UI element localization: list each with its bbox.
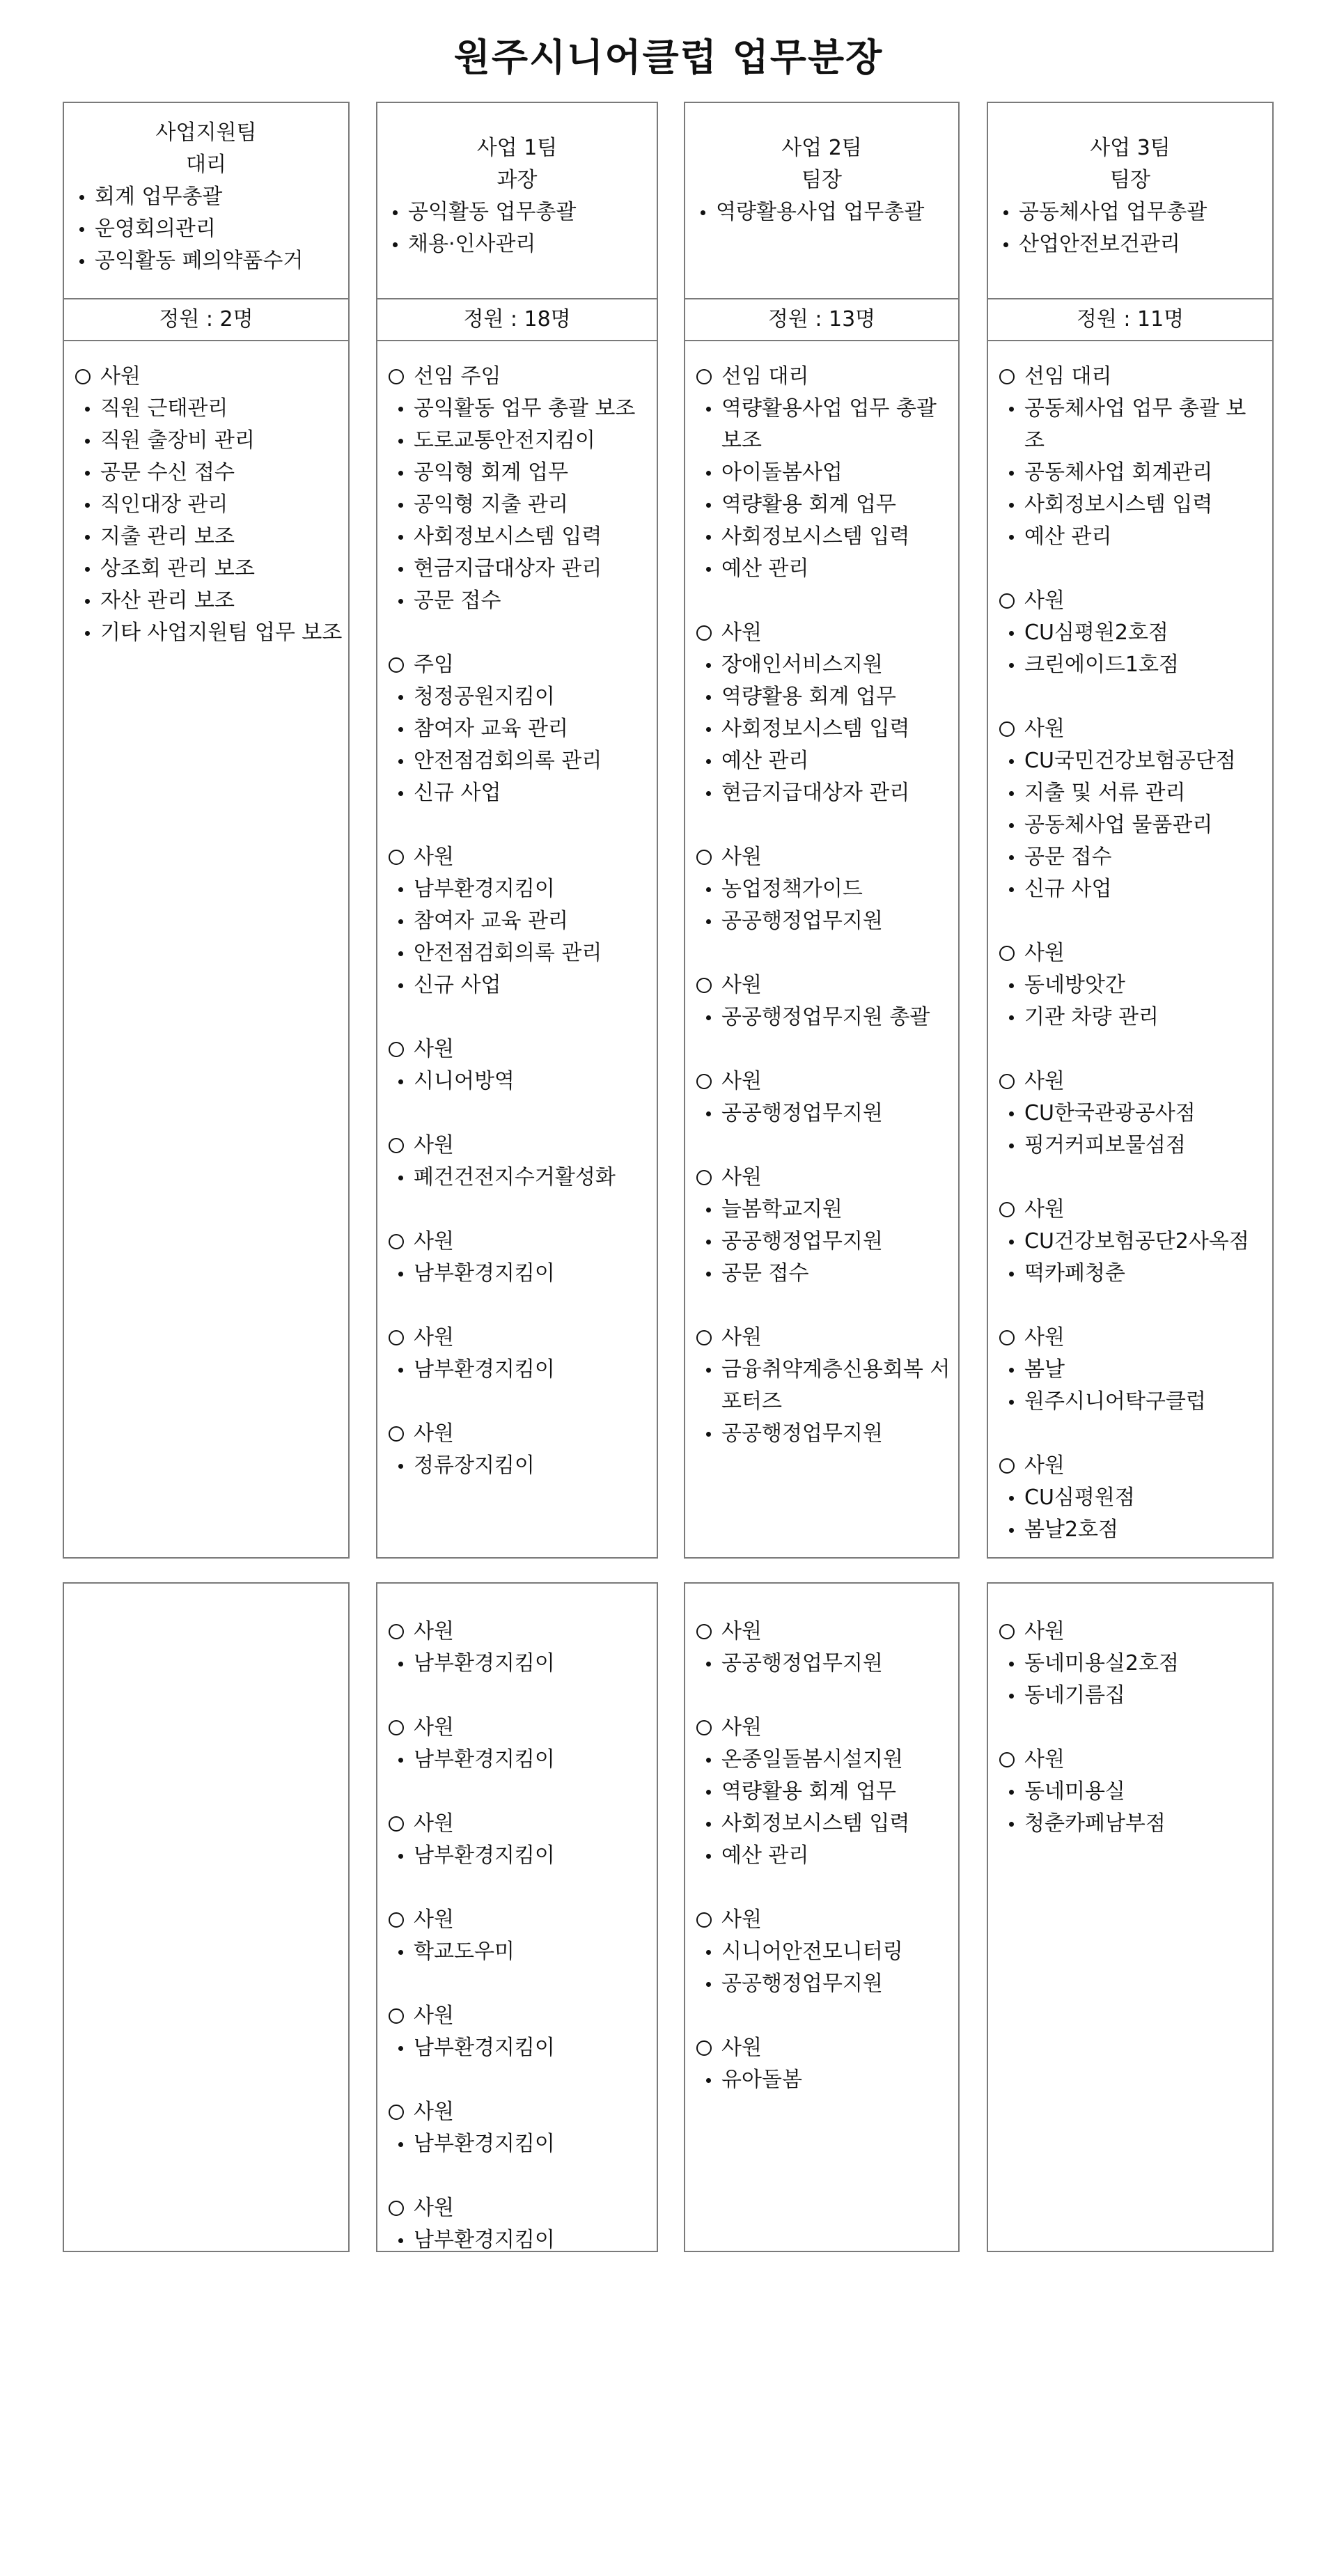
duty-item: 동네기름집 <box>1003 1680 1261 1712</box>
role-label <box>389 1322 657 1354</box>
role-label <box>696 1904 958 1936</box>
circle-icon <box>999 1458 1015 1474</box>
duty-item: 동네방앗간 <box>1003 969 1261 1001</box>
duty-item: 장애인서비스지원 <box>701 649 958 681</box>
role-label <box>696 1065 958 1098</box>
role-text: 사원 <box>1024 588 1065 613</box>
duty-group <box>988 1194 1272 1290</box>
duty-item: 동네미용실 <box>1003 1776 1261 1808</box>
circle-icon <box>696 1720 712 1735</box>
page-title: 원주시니어클럽 업무분장 <box>453 36 884 79</box>
team-duties <box>377 196 657 260</box>
role-label <box>999 1065 1272 1098</box>
team-column <box>63 102 350 1559</box>
role-label <box>389 1226 657 1258</box>
team-header <box>988 103 1272 298</box>
duty-item: 사회정보시스템 입력 <box>701 713 958 745</box>
duty-item: 남부환경지킴이 <box>393 873 650 905</box>
circle-icon <box>389 657 404 673</box>
circle-icon <box>696 1170 712 1185</box>
team-name: 사업 2팀 <box>781 136 862 160</box>
circle-icon <box>389 2105 404 2120</box>
team-column <box>987 102 1274 1559</box>
team-position: 과장 <box>497 168 538 192</box>
role-label <box>999 713 1272 745</box>
duty-item: 도로교통안전지킴이 <box>393 425 650 457</box>
team-header <box>685 103 958 298</box>
duty-item: 예산 관리 <box>701 745 958 777</box>
duty-group <box>377 361 657 617</box>
team-header <box>377 103 657 298</box>
team-duty-item: 공익활동 폐의약품수거 <box>74 245 348 277</box>
team-duty-item: 산업안전보건관리 <box>998 228 1272 260</box>
duty-item: 금융취약계층신용회복 서포터즈 <box>701 1354 958 1418</box>
duty-item: 남부환경지킴이 <box>393 2128 650 2160</box>
duty-item: 남부환경지킴이 <box>393 1744 650 1776</box>
duty-group <box>377 1033 657 1098</box>
duty-item: 안전점검회의록 관리 <box>393 745 650 777</box>
duty-item: 공문 수신 접수 <box>79 457 344 489</box>
duty-item: CU심평원2호점 <box>1003 617 1261 649</box>
circle-icon <box>696 1624 712 1639</box>
team-name: 사업지원팀 <box>155 120 257 145</box>
team-column <box>684 102 960 1559</box>
role-text: 사원 <box>414 1229 454 1254</box>
team-duty-item: 회계 업무총괄 <box>74 181 348 213</box>
role-label <box>389 1808 657 1840</box>
duty-item: 공공행정업무지원 <box>701 1226 958 1258</box>
duty-item: 늘봄학교지원 <box>701 1194 958 1226</box>
role-label <box>389 1712 657 1744</box>
team-duty-item: 채용·인사관리 <box>387 228 657 260</box>
team-column-continued <box>376 1582 658 2252</box>
duty-group <box>988 1616 1272 1712</box>
duty-item: 봄날2호점 <box>1003 1514 1261 1546</box>
duty-item: 상조회 관리 보조 <box>79 553 344 585</box>
duty-item: 공공행정업무지원 <box>701 1648 958 1680</box>
duty-group <box>685 361 958 585</box>
circle-icon <box>389 1042 404 1057</box>
headcount: 정원 : 11명 <box>988 298 1272 341</box>
duty-item: CU한국관광공사점 <box>1003 1098 1261 1130</box>
role-text: 사원 <box>721 1069 762 1093</box>
duty-item: 신규 사업 <box>393 969 650 1001</box>
circle-icon <box>999 593 1015 609</box>
role-text: 사원 <box>721 1619 762 1644</box>
duty-group <box>988 1322 1272 1418</box>
circle-icon <box>999 721 1015 737</box>
role-text: 사원 <box>1024 1747 1065 1772</box>
duty-group <box>377 649 657 809</box>
duty-item: 공공행정업무지원 <box>701 905 958 937</box>
duty-item: 남부환경지킴이 <box>393 2224 650 2256</box>
team-position: 팀장 <box>1110 168 1150 192</box>
team-duties <box>988 196 1272 260</box>
role-text: 사원 <box>721 1715 762 1740</box>
duty-group <box>377 1322 657 1386</box>
role-label <box>696 361 958 393</box>
duty-item: 농업정책가이드 <box>701 873 958 905</box>
duty-group <box>377 2096 657 2160</box>
duty-item: 공공행정업무지원 <box>701 1418 958 1450</box>
duty-item: 공공행정업무지원 <box>701 1098 958 1130</box>
team-name: 사업 3팀 <box>1090 136 1171 160</box>
duty-item: 직원 출장비 관리 <box>79 425 344 457</box>
role-label <box>389 361 657 393</box>
duty-group <box>988 713 1272 905</box>
role-label <box>696 617 958 649</box>
role-label <box>999 585 1272 617</box>
duty-group <box>685 617 958 809</box>
duty-item: 기타 사업지원팀 업무 보조 <box>79 617 344 649</box>
circle-icon <box>696 1330 712 1345</box>
circle-icon <box>389 1912 404 1928</box>
duty-group <box>988 937 1272 1033</box>
circle-icon <box>389 2201 404 2216</box>
duty-item: CU국민건강보험공단점 <box>1003 745 1261 777</box>
duty-item: 공익형 지출 관리 <box>393 489 650 521</box>
role-text: 사원 <box>721 620 762 645</box>
duty-item: 공익형 회계 업무 <box>393 457 650 489</box>
duty-item: 역량활용 회계 업무 <box>701 489 958 521</box>
duty-item: 사회정보시스템 입력 <box>393 521 650 553</box>
role-text: 사원 <box>1024 1453 1065 1478</box>
duty-item: 직원 근태관리 <box>79 393 344 425</box>
duty-item: 정류장지킴이 <box>393 1450 650 1482</box>
duty-group <box>685 1322 958 1450</box>
duty-item: 남부환경지킴이 <box>393 1258 650 1290</box>
role-text: 사원 <box>721 973 762 997</box>
duty-group <box>685 1065 958 1130</box>
role-text: 사원 <box>721 1165 762 1189</box>
duty-item: 참여자 교육 관리 <box>393 905 650 937</box>
team-duty-item: 공동체사업 업무총괄 <box>998 196 1272 228</box>
duty-item: 공익활동 업무 총괄 보조 <box>393 393 650 425</box>
role-label <box>999 1616 1272 1648</box>
role-text: 사원 <box>721 1907 762 1932</box>
role-text: 사원 <box>100 364 141 389</box>
duty-group <box>988 1065 1272 1162</box>
duty-item: CU건강보험공단2사옥점 <box>1003 1226 1261 1258</box>
circle-icon <box>999 1752 1015 1767</box>
circle-icon <box>999 1074 1015 1089</box>
duty-group <box>988 1744 1272 1840</box>
role-label <box>696 1712 958 1744</box>
role-label <box>389 1904 657 1936</box>
team-duty-item: 운영회의관리 <box>74 213 348 245</box>
duty-item: 신규 사업 <box>1003 873 1261 905</box>
role-text: 사원 <box>721 2036 762 2060</box>
team-duties <box>685 196 958 228</box>
duty-item: 남부환경지킴이 <box>393 1648 650 1680</box>
duty-item: 참여자 교육 관리 <box>393 713 650 745</box>
duty-item: 사회정보시스템 입력 <box>701 521 958 553</box>
duty-item: 역량활용사업 업무 총괄 보조 <box>701 393 958 457</box>
duty-item: CU심평원점 <box>1003 1482 1261 1514</box>
role-label <box>696 1162 958 1194</box>
circle-icon <box>389 1624 404 1639</box>
duty-group <box>685 1616 958 1680</box>
duty-item: 폐건건전지수거활성화 <box>393 1162 650 1194</box>
circle-icon <box>389 1234 404 1249</box>
duty-item: 공공행정업무지원 <box>701 1968 958 2000</box>
team-body-continued <box>377 1616 657 2288</box>
duty-group <box>377 1418 657 1482</box>
duty-item: 직인대장 관리 <box>79 489 344 521</box>
circle-icon <box>389 850 404 865</box>
role-label <box>389 841 657 873</box>
role-text: 선임 대리 <box>1024 364 1112 389</box>
circle-icon <box>389 1138 404 1153</box>
duty-item: 유아돌봄 <box>701 2064 958 2096</box>
role-text: 사원 <box>414 1715 454 1740</box>
role-text: 사원 <box>1024 1069 1065 1093</box>
duty-group <box>377 1808 657 1872</box>
role-label <box>999 361 1272 393</box>
duty-item: 현금지급대상자 관리 <box>393 553 650 585</box>
team-column <box>376 102 658 1559</box>
role-label <box>389 1616 657 1648</box>
circle-icon <box>389 1426 404 1442</box>
duty-item: 역량활용 회계 업무 <box>701 1776 958 1808</box>
duty-group <box>988 1450 1272 1546</box>
duty-item: 공동체사업 업무 총괄 보조 <box>1003 393 1261 457</box>
team-body-continued <box>685 1616 958 2128</box>
circle-icon <box>696 1912 712 1928</box>
duty-group <box>377 1712 657 1776</box>
duty-item: 공문 접수 <box>1003 841 1261 873</box>
team-duty-item: 공익활동 업무총괄 <box>387 196 657 228</box>
team-column-continued <box>63 1582 350 2252</box>
team-name: 사업 1팀 <box>476 136 558 160</box>
duty-item: 사회정보시스템 입력 <box>701 1808 958 1840</box>
duty-group <box>685 2032 958 2096</box>
duty-item: 역량활용 회계 업무 <box>701 681 958 713</box>
role-text: 사원 <box>414 2100 454 2124</box>
circle-icon <box>999 946 1015 961</box>
duty-item: 자산 관리 보조 <box>79 585 344 617</box>
circle-icon <box>75 369 91 384</box>
duty-item: 기관 차량 관리 <box>1003 1001 1261 1033</box>
duty-item: 지출 및 서류 관리 <box>1003 777 1261 809</box>
duty-item: 안전점검회의록 관리 <box>393 937 650 969</box>
duty-group <box>377 2192 657 2256</box>
duty-item: 남부환경지킴이 <box>393 2032 650 2064</box>
role-text: 선임 주임 <box>414 364 501 389</box>
role-label <box>999 937 1272 969</box>
role-label <box>696 2032 958 2064</box>
duty-item: 온종일돌봄시설지원 <box>701 1744 958 1776</box>
circle-icon <box>696 625 712 641</box>
duty-item: 공동체사업 회계관리 <box>1003 457 1261 489</box>
duty-item: 남부환경지킴이 <box>393 1354 650 1386</box>
circle-icon <box>696 978 712 993</box>
duty-item: 시니어안전모니터링 <box>701 1936 958 1968</box>
duty-item: 떡카페청춘 <box>1003 1258 1261 1290</box>
circle-icon <box>999 1202 1015 1217</box>
duty-group <box>377 1130 657 1194</box>
role-text: 사원 <box>414 1133 454 1157</box>
circle-icon <box>389 1720 404 1735</box>
team-body <box>377 361 657 1514</box>
team-header <box>64 103 348 298</box>
duty-item: 예산 관리 <box>1003 521 1261 553</box>
team-body-continued <box>988 1616 1272 1872</box>
circle-icon <box>999 1330 1015 1345</box>
team-column-continued <box>684 1582 960 2252</box>
role-text: 사원 <box>414 2196 454 2220</box>
role-text: 사원 <box>414 1325 454 1350</box>
circle-icon <box>999 369 1015 384</box>
duty-item: 아이돌봄사업 <box>701 457 958 489</box>
duty-group <box>377 2000 657 2064</box>
role-text: 주임 <box>414 653 454 677</box>
role-label <box>696 969 958 1001</box>
duty-item: 크린에이드1호점 <box>1003 649 1261 681</box>
duty-item: 현금지급대상자 관리 <box>701 777 958 809</box>
role-text: 사원 <box>721 845 762 869</box>
role-label <box>389 2192 657 2224</box>
duty-group <box>685 1162 958 1290</box>
circle-icon <box>389 1330 404 1345</box>
duty-item: 원주시니어탁구클럽 <box>1003 1386 1261 1418</box>
team-position: 대리 <box>186 153 226 177</box>
role-text: 사원 <box>1024 1619 1065 1644</box>
duty-item: 청정공원지킴이 <box>393 681 650 713</box>
circle-icon <box>389 2008 404 2024</box>
team-duty-item: 역량활용사업 업무총괄 <box>695 196 958 228</box>
duty-item: 시니어방역 <box>393 1065 650 1098</box>
circle-icon <box>999 1624 1015 1639</box>
team-body <box>988 361 1272 1578</box>
duty-item: 학교도우미 <box>393 1936 650 1968</box>
duty-group <box>377 841 657 1001</box>
role-text: 사원 <box>414 1421 454 1446</box>
duty-item: 동네미용실2호점 <box>1003 1648 1261 1680</box>
circle-icon <box>696 369 712 384</box>
duty-group <box>685 1712 958 1872</box>
role-label <box>389 1418 657 1450</box>
role-text: 사원 <box>1024 941 1065 965</box>
role-text: 사원 <box>1024 717 1065 741</box>
role-label <box>696 1322 958 1354</box>
duty-item: 공공행정업무지원 총괄 <box>701 1001 958 1033</box>
duty-group <box>377 1226 657 1290</box>
role-text: 사원 <box>414 1037 454 1061</box>
team-duties <box>64 181 348 277</box>
headcount: 정원 : 18명 <box>377 298 657 341</box>
circle-icon <box>696 2040 712 2056</box>
role-text: 선임 대리 <box>721 364 809 389</box>
duty-item: 청춘카페남부점 <box>1003 1808 1261 1840</box>
duty-group <box>685 1904 958 2000</box>
role-label <box>696 1616 958 1648</box>
role-label <box>75 361 348 393</box>
role-text: 사원 <box>721 1325 762 1350</box>
duty-item: 남부환경지킴이 <box>393 1840 650 1872</box>
duty-item: 봄날 <box>1003 1354 1261 1386</box>
duty-group <box>988 361 1272 553</box>
circle-icon <box>389 369 404 384</box>
role-label <box>999 1194 1272 1226</box>
role-label <box>999 1322 1272 1354</box>
duty-group <box>64 361 348 649</box>
role-label <box>999 1744 1272 1776</box>
role-label <box>389 1130 657 1162</box>
headcount: 정원 : 2명 <box>64 298 348 341</box>
headcount: 정원 : 13명 <box>685 298 958 341</box>
role-text: 사원 <box>414 1907 454 1932</box>
role-label <box>389 2096 657 2128</box>
team-column-continued <box>987 1582 1274 2252</box>
duty-item: 공문 접수 <box>701 1258 958 1290</box>
duty-group <box>988 585 1272 681</box>
role-label <box>389 1033 657 1065</box>
duty-item: 핑거커피보물섬점 <box>1003 1130 1261 1162</box>
duty-group <box>685 841 958 937</box>
role-text: 사원 <box>414 1619 454 1644</box>
duty-item: 신규 사업 <box>393 777 650 809</box>
team-body <box>685 361 958 1482</box>
duty-group <box>377 1904 657 1968</box>
role-text: 사원 <box>414 2004 454 2028</box>
role-label <box>389 2000 657 2032</box>
duty-item: 공동체사업 물품관리 <box>1003 809 1261 841</box>
role-label <box>999 1450 1272 1482</box>
duty-item: 공문 접수 <box>393 585 650 617</box>
circle-icon <box>389 1816 404 1832</box>
team-body <box>64 361 348 681</box>
team-position: 팀장 <box>802 168 842 192</box>
duty-group <box>377 1616 657 1680</box>
circle-icon <box>696 1074 712 1089</box>
duty-item: 예산 관리 <box>701 1840 958 1872</box>
circle-icon <box>696 850 712 865</box>
role-text: 사원 <box>414 845 454 869</box>
role-text: 사원 <box>414 1811 454 1836</box>
duty-item: 예산 관리 <box>701 553 958 585</box>
role-label <box>389 649 657 681</box>
duty-item: 사회정보시스템 입력 <box>1003 489 1261 521</box>
duty-item: 지출 관리 보조 <box>79 521 344 553</box>
role-text: 사원 <box>1024 1197 1065 1221</box>
duty-group <box>685 969 958 1033</box>
role-text: 사원 <box>1024 1325 1065 1350</box>
role-label <box>696 841 958 873</box>
